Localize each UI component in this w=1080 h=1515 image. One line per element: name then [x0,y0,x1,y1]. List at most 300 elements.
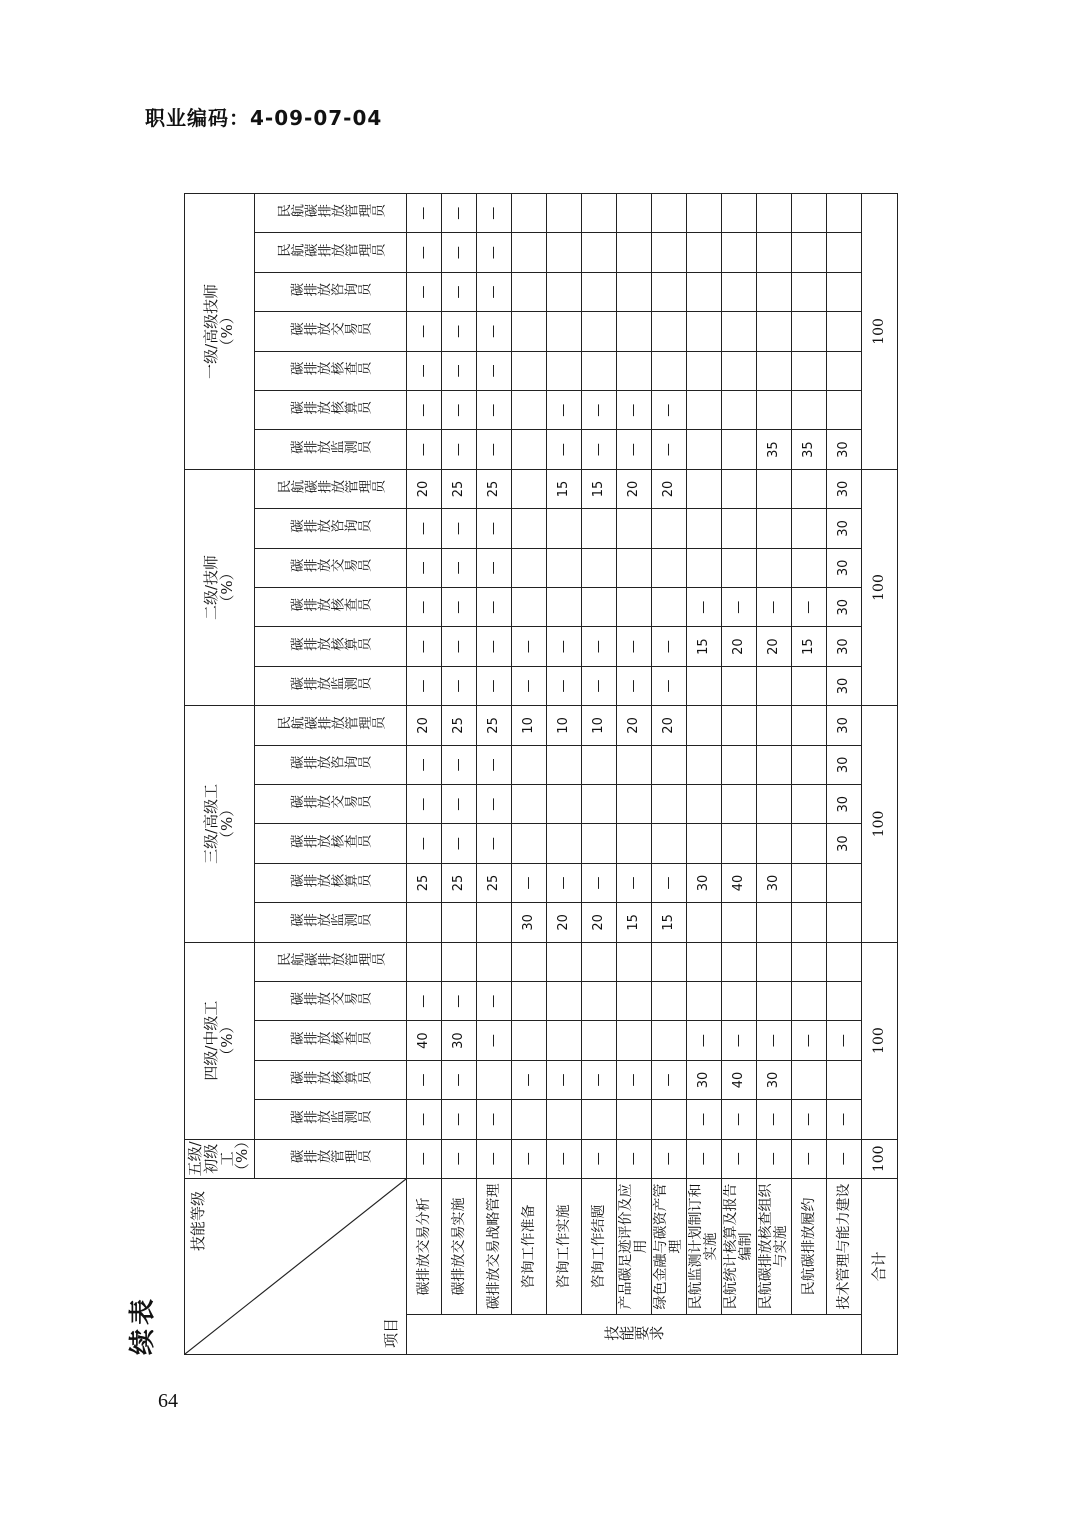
total-value: 100 [862,1139,898,1178]
weight-cell [792,903,827,942]
weight-cell [722,469,757,508]
weight-cell [547,982,582,1021]
item-label: 民航碳排放履约 [792,1178,827,1314]
weight-cell: — [792,1139,827,1178]
weight-cell [792,824,827,863]
level-name: 一级/高级技师 [201,283,220,379]
total-row [862,194,898,1355]
weight-cell [687,272,722,311]
weight-cell: 25 [477,469,512,508]
weight-cell: — [617,1060,652,1099]
weight-cell: — [442,509,477,548]
weight-cell: 15 [547,469,582,508]
weight-cell: — [547,1060,582,1099]
weight-cell [547,942,582,981]
level-unit: （%） [217,1018,236,1063]
weight-cell [827,863,862,902]
weight-cell [827,942,862,981]
weight-cell [617,588,652,627]
weight-cell: 25 [442,863,477,902]
weight-cell: — [687,1139,722,1178]
weight-cell [512,982,547,1021]
weight-cell [512,194,547,233]
weight-cell: — [442,627,477,666]
weight-cell: — [407,785,442,824]
weight-cell [582,824,617,863]
weight-cell: — [652,627,687,666]
level-header [185,194,255,470]
weight-cell: — [442,272,477,311]
weight-cell: — [477,824,512,863]
weight-cell [722,903,757,942]
weight-cell [652,588,687,627]
level-name: 三级/高级工 [201,783,220,864]
item-label: 民航监测计划制订和实施 [687,1178,722,1314]
weight-cell [512,312,547,351]
weight-cell [722,982,757,1021]
weight-cell: 30 [827,627,862,666]
corner-level-label: 技能等级 [189,1190,207,1251]
weight-cell [477,1060,512,1099]
weight-cell: — [477,785,512,824]
weight-cell: — [442,312,477,351]
weight-cell: 30 [687,1060,722,1099]
weight-cell [652,745,687,784]
weight-cell [757,666,792,705]
weight-cell: — [722,1139,757,1178]
weight-cell [477,903,512,942]
weight-cell: — [477,351,512,390]
weight-cell [687,666,722,705]
weight-cell: — [477,548,512,587]
weight-cell: — [617,391,652,430]
item-label: 民航碳排放核查组织与实施 [757,1178,792,1314]
weight-cell [512,351,547,390]
weight-cell: — [477,430,512,469]
weight-cell: — [547,666,582,705]
table-row [512,194,547,1355]
item-label: 产品碳足迹评价及应用 [617,1178,652,1314]
weight-cell: — [407,745,442,784]
weight-cell [547,233,582,272]
weight-cell [687,745,722,784]
weight-cell [652,351,687,390]
weight-cell [652,194,687,233]
weight-cell: — [407,509,442,548]
weight-cell: — [757,1139,792,1178]
item-label: 碳排放交易战略管理 [477,1178,512,1314]
weight-cell [617,233,652,272]
weight-cell: — [477,509,512,548]
weight-cell: — [407,627,442,666]
weight-cell [512,233,547,272]
weight-cell [757,194,792,233]
weight-cell: 20 [547,903,582,942]
weight-cell [792,391,827,430]
table-row [757,194,792,1355]
page-number: 64 [158,1390,178,1412]
weight-cell [617,1100,652,1139]
table-row [442,194,477,1355]
weight-cell [792,194,827,233]
weight-cell: — [652,863,687,902]
weight-cell: 30 [757,863,792,902]
weight-cell: — [547,863,582,902]
role-header: 碳排放核查员 [255,1021,407,1060]
weight-cell [547,351,582,390]
weight-cell: 30 [827,509,862,548]
weight-cell: — [442,785,477,824]
weight-cell [582,233,617,272]
weight-cell: — [477,745,512,784]
role-header: 碳排放交易员 [255,312,407,351]
table-row [792,194,827,1355]
weight-cell: — [407,1100,442,1139]
weight-cell: 15 [687,627,722,666]
weight-cell: 15 [582,469,617,508]
weight-cell [757,785,792,824]
level-unit: （%） [217,309,236,354]
weight-cell: 30 [827,548,862,587]
weight-cell: — [687,1100,722,1139]
weight-cell [512,588,547,627]
weight-cell: — [407,194,442,233]
weight-cell [652,548,687,587]
weight-cell: — [547,391,582,430]
item-label: 咨询工作准备 [512,1178,547,1314]
weight-cell [652,785,687,824]
role-header: 碳排放核算员 [255,1060,407,1099]
level-unit: （%） [233,1133,252,1178]
total-value: 100 [862,706,898,942]
weight-cell [547,509,582,548]
weight-cell [687,706,722,745]
weight-cell: 20 [652,469,687,508]
weight-cell: — [407,588,442,627]
weight-cell [442,903,477,942]
weight-cell [722,430,757,469]
weight-cell: 25 [442,469,477,508]
weight-cell: — [442,588,477,627]
weight-cell: 20 [617,469,652,508]
weight-cell [827,351,862,390]
weight-cell: — [442,351,477,390]
weight-cell [757,745,792,784]
weight-cell [792,666,827,705]
weight-cell: — [477,1139,512,1178]
item-label: 绿色金融与碳资产管理 [652,1178,687,1314]
item-label: 技术管理与能力建设 [827,1178,862,1314]
weight-cell: — [442,1100,477,1139]
weight-cell [687,351,722,390]
weight-cell [687,548,722,587]
weight-cell: — [442,233,477,272]
table-row [407,194,442,1355]
role-header: 碳排放咨询员 [255,509,407,548]
weight-cell [617,272,652,311]
weight-cell: — [827,1021,862,1060]
weight-cell [547,824,582,863]
weight-cell [757,312,792,351]
role-header: 民航碳排放管理员 [255,942,407,981]
weight-cell: — [652,391,687,430]
weight-cell [792,942,827,981]
item-label: 民航统计核算及报告编制 [722,1178,757,1314]
weight-cell: — [477,627,512,666]
weight-cell: 20 [617,706,652,745]
weight-cell: — [407,1139,442,1178]
weight-cell [652,942,687,981]
level-unit: （%） [217,801,236,847]
table-row [582,194,617,1355]
rotated-table-wrapper [128,195,896,1355]
weight-cell: — [407,548,442,587]
weight-cell: 30 [442,1021,477,1060]
weight-cell: 10 [512,706,547,745]
weight-cell: 25 [407,863,442,902]
corner-item-label: 项目 [382,1317,401,1348]
weight-cell [722,194,757,233]
weight-cell: 30 [827,745,862,784]
weight-cell [652,509,687,548]
corner-cell [185,1178,407,1354]
weight-cell [827,903,862,942]
weight-cell: — [792,1100,827,1139]
role-header: 碳排放监测员 [255,903,407,942]
weight-cell [617,745,652,784]
level-name: 四级/中级工 [201,1000,220,1081]
weight-cell [582,1100,617,1139]
weight-cell [512,272,547,311]
section-label: 技能要求 [407,1315,862,1355]
weight-cell: — [582,863,617,902]
weight-cell [792,745,827,784]
weight-cell: — [512,1060,547,1099]
weight-cell: 30 [757,1060,792,1099]
weight-cell: — [687,1021,722,1060]
weight-cell: — [407,233,442,272]
weight-cell: 25 [477,863,512,902]
weight-cell [582,745,617,784]
weight-cell: — [407,391,442,430]
weight-cell [512,509,547,548]
weight-cell [792,351,827,390]
weight-cell [582,194,617,233]
weight-cell: — [547,1139,582,1178]
weight-cell: — [582,1139,617,1178]
weight-cell: 30 [512,903,547,942]
weight-cell [582,548,617,587]
item-label: 碳排放交易实施 [442,1178,477,1314]
weight-cell: — [757,1021,792,1060]
weight-cell [547,548,582,587]
weight-cell [722,745,757,784]
weight-cell: — [442,666,477,705]
weight-cell: 30 [827,706,862,745]
weight-cell [512,824,547,863]
role-header: 碳排放监测员 [255,430,407,469]
weight-cell [652,1100,687,1139]
level-header [185,942,255,1139]
weight-cell: — [792,588,827,627]
level-name: 五级/初级工 [186,1141,236,1177]
weight-cell [687,903,722,942]
weight-cell [582,312,617,351]
weight-cell: 30 [827,469,862,508]
weight-cell [792,469,827,508]
role-header: 民航碳排放管理员 [255,233,407,272]
weight-cell: — [442,430,477,469]
weight-cell [757,903,792,942]
weight-cell [617,194,652,233]
total-value: 100 [862,469,898,705]
weight-cell [757,942,792,981]
weight-cell [827,1060,862,1099]
weight-cell: — [722,1100,757,1139]
weight-cell [512,469,547,508]
weight-cell: — [477,666,512,705]
weight-cell: — [442,745,477,784]
role-header: 碳排放交易员 [255,982,407,1021]
weight-cell [792,312,827,351]
weight-cell: — [582,391,617,430]
weight-cell: — [827,1139,862,1178]
total-value: 100 [862,942,898,1139]
weight-cell [512,785,547,824]
weight-cell [547,1100,582,1139]
weight-cell: — [477,1100,512,1139]
weight-cell [827,982,862,1021]
weight-cell [547,745,582,784]
role-header: 碳排放核查员 [255,351,407,390]
weight-cell: — [617,430,652,469]
weight-cell: — [407,982,442,1021]
weight-cell [827,272,862,311]
weight-cell: — [407,824,442,863]
weight-cell: — [547,627,582,666]
weight-cell [512,942,547,981]
weight-cell: 30 [827,588,862,627]
weight-cell [792,509,827,548]
weight-cell [722,824,757,863]
weight-cell [547,588,582,627]
weight-cell: 35 [792,430,827,469]
continued-label: 续表 [128,1294,158,1355]
weight-cell: — [442,548,477,587]
role-header: 碳排放核算员 [255,391,407,430]
weight-cell: — [407,666,442,705]
weight-cell: 30 [827,824,862,863]
weight-cell: — [617,1139,652,1178]
weight-cell: — [477,982,512,1021]
role-header: 碳排放交易员 [255,785,407,824]
weight-cell [547,272,582,311]
weight-cell: — [407,351,442,390]
weight-cell [722,272,757,311]
weight-cell [547,194,582,233]
weight-cell [407,942,442,981]
weight-cell [582,942,617,981]
weight-cell [617,312,652,351]
weight-cell: — [582,627,617,666]
weight-cell: 20 [652,706,687,745]
weight-cell [827,391,862,430]
weight-cell [687,391,722,430]
weight-cell [687,194,722,233]
weight-cell [687,312,722,351]
weight-cell [722,233,757,272]
weight-cell: — [757,588,792,627]
weight-cell [792,982,827,1021]
weight-cell [792,706,827,745]
weight-cell [757,272,792,311]
weight-cell: 25 [477,706,512,745]
weight-cell [512,548,547,587]
weight-cell [617,509,652,548]
weight-cell [617,548,652,587]
weight-cell [757,233,792,272]
weight-cell [512,1021,547,1060]
weight-cell [827,312,862,351]
occupation-code: 职业编码：4-09-07-04 [145,106,383,130]
weight-cell: 15 [617,903,652,942]
weight-cell: — [547,430,582,469]
weight-cell: — [582,430,617,469]
weight-cell [582,588,617,627]
role-header: 碳排放管理员 [255,1139,407,1178]
weight-cell: — [582,1060,617,1099]
weight-cell: — [652,430,687,469]
weight-cell: 15 [792,627,827,666]
level-unit: （%） [217,565,236,610]
weight-cell [617,942,652,981]
weight-cell: — [617,863,652,902]
weight-cell: 20 [407,706,442,745]
weight-cell [617,785,652,824]
weight-cell [652,312,687,351]
weight-cell: — [477,588,512,627]
level-name: 二级/技师 [201,554,220,621]
level-header [185,469,255,705]
weight-cell [547,785,582,824]
weight-cell [722,706,757,745]
role-header: 碳排放咨询员 [255,745,407,784]
weight-cell: — [617,627,652,666]
item-label: 咨询工作实施 [547,1178,582,1314]
role-header: 碳排放核算员 [255,627,407,666]
weight-cell: — [407,312,442,351]
weight-cell: — [477,194,512,233]
weight-cell: 20 [407,469,442,508]
weight-cell: 35 [757,430,792,469]
total-label: 合计 [862,1178,898,1354]
weight-cell: — [407,1060,442,1099]
weight-cell [512,1100,547,1139]
weight-cell [652,824,687,863]
role-header: 碳排放核查员 [255,824,407,863]
weight-cell [652,982,687,1021]
weight-cell: — [512,863,547,902]
item-label: 咨询工作结题 [582,1178,617,1314]
weight-cell: 20 [722,627,757,666]
weight-cell: 40 [407,1021,442,1060]
item-label: 碳排放交易分析 [407,1178,442,1314]
weight-cell: 40 [722,863,757,902]
weight-cell: — [582,666,617,705]
role-header: 碳排放交易员 [255,548,407,587]
weight-cell [722,509,757,548]
role-header: 碳排放核算员 [255,863,407,902]
